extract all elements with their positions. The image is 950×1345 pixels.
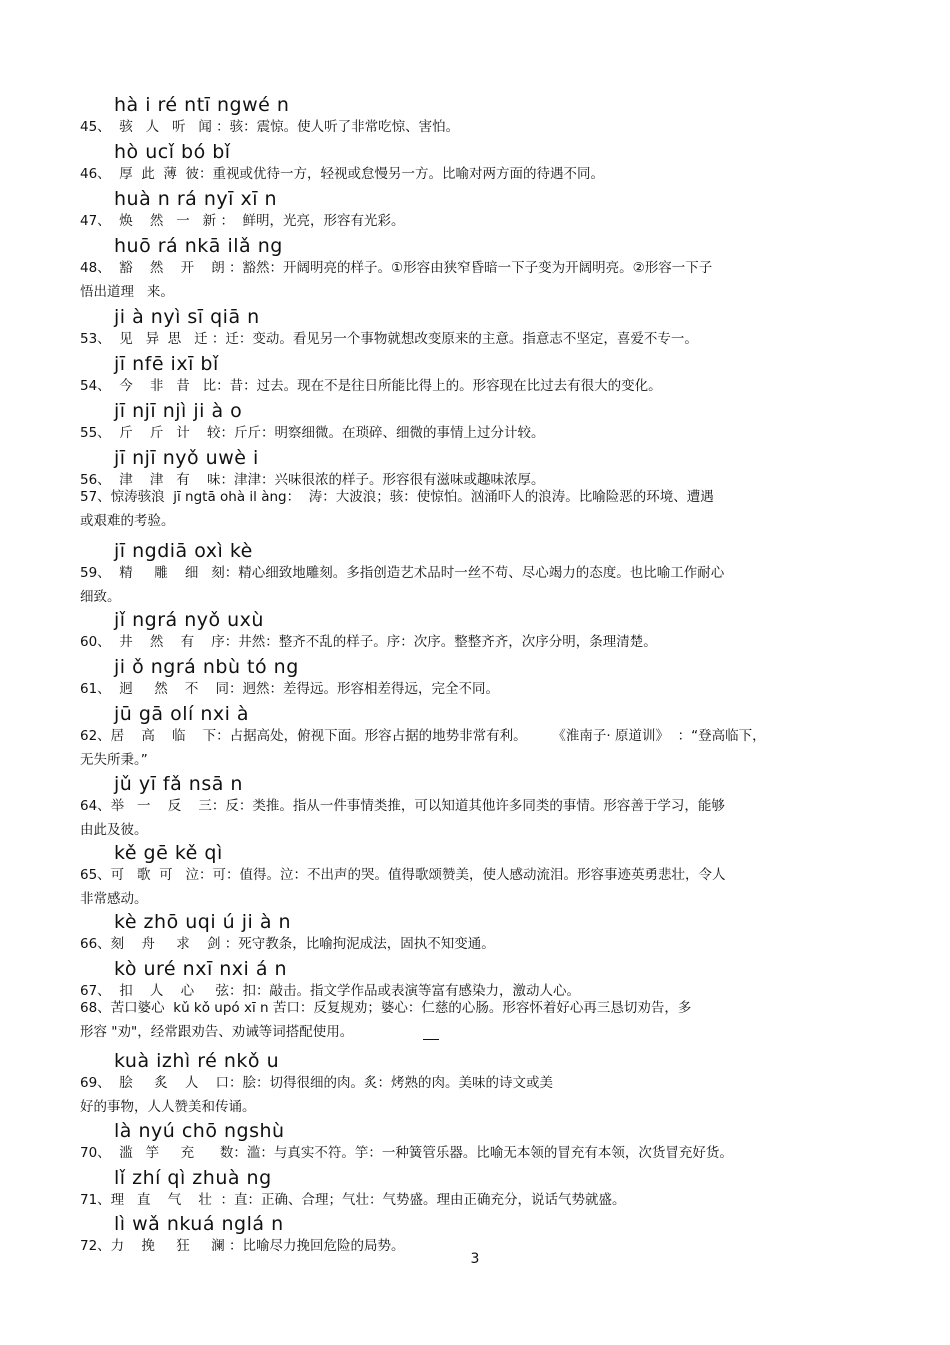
pinyin-line: huō rá nkā ilǎ ng [114,235,283,257]
pinyin-line: jǐ ngrá nyǒ uxù [114,609,264,631]
definition-line: 54、 今 非 昔 比：昔：过去。现在不是往日所能比得上的。形容现在比过去有很大的变化。 [80,378,662,394]
definition-line: 64、举 一 反 三：反：类推。指从一件事情类推，可以知道其他许多同类的事情。形容善于学习，能够 [80,798,725,814]
pinyin-line: jū gā olí nxi à [114,703,250,725]
definition-line: 61、 迥 然 不 同：迥然：差得远。形容相差得远，完全不同。 [80,681,500,697]
definition-continuation: 好的事物，人人赞美和传诵。 [80,1099,256,1115]
definition-line: 67、 扣 人 心 弦：扣：敲击。指文学作品或表演等富有感染力，激动人心。 [80,983,581,999]
definition-line: 47、 焕 然 一 新 ： 鲜明，光亮，形容有光彩。 [80,213,405,229]
definition-line: 70、 滥 竽 充 数：滥：与真实不符。竽：一种簧管乐器。比喻无本领的冒充有本领，次货冒充好货。 [80,1145,733,1161]
definition-line: 46、 厚 此 薄 彼：重视或优待一方，轻视或怠慢另一方。比喻对两方面的待遇不同。 [80,166,605,182]
definition-line: 56、 津 津 有 味：津津：兴味很浓的样子。形容很有滋味或趣味浓厚。 [80,472,545,488]
definition-continuation: 形容 "劝"，经常跟劝告、劝诫等词搭配使用。 [80,1024,354,1040]
definition-line: 65、可 歌 可 泣：可：值得。泣：不出声的哭。值得歌颂赞美，使人感动流泪。形容事迹英勇悲壮，令人 [80,867,726,883]
definition-continuation: 悟出道理 来。 [80,284,174,300]
definition-line: 59、 精 雕 细 刻：精心细致地雕刻。多指创造艺术品时一丝不苟、尽心竭力的态度。也比喻工作耐心 [80,565,725,581]
page-number: 3 [470,1251,480,1267]
pinyin-line: jǔ yī fǎ nsā n [114,773,243,795]
pinyin-line: lì wǎ nkuá nglá n [114,1213,284,1235]
definition-continuation: 无失所秉。” [80,752,148,768]
pinyin-line: hà i ré ntī ngwé n [114,94,290,116]
definition-line: 45、 骇 人 听 闻 ：骇：震惊。使人听了非常吃惊、害怕。 [80,119,460,135]
pinyin-line: kuà izhì ré nkǒ u [114,1050,280,1072]
pinyin-line: jī nfē ixī bǐ [114,353,219,375]
pinyin-line: ji à nyì sī qiā n [114,306,260,328]
underline-mark [423,1039,439,1040]
definition-line: 60、 井 然 有 序：井然：整齐不乱的样子。序：次序。整整齐齐，次序分明，条理清楚。 [80,634,657,650]
definition-line: 57、惊涛骇浪 jī ngtā ohà il àng： 涛：大波浪；骇：使惊怕。汹涌吓人的浪涛。比喻险恶的环境、遭遇 [80,489,714,505]
definition-line: 69、 脍 炙 人 口：脍：切得很细的肉。炙：烤熟的肉。美味的诗文或美 [80,1075,554,1091]
pinyin-line: lǐ zhí qì zhuà ng [114,1167,272,1189]
definition-line: 71、理 直 气 壮 ：直：正确、合理；气壮：气势盛。理由正确充分，说话气势就盛。 [80,1192,626,1208]
pinyin-line: là nyú chō ngshù [114,1120,285,1142]
pinyin-line: hò ucǐ bó bǐ [114,141,231,163]
definition-continuation: 由此及彼。 [80,822,148,838]
pinyin-line: jī njī njì ji à o [114,400,243,422]
definition-line: 48、 豁 然 开 朗 ：豁然：开阔明亮的样子。①形容由狭窄昏暗一下子变为开阔明亮。②形容一下子 [80,260,713,276]
pinyin-line: jī ngdiā oxì kè [114,540,253,562]
definition-line: 66、刻 舟 求 剑 ：死守教条，比喻拘泥成法，固执不知变通。 [80,936,495,952]
pinyin-line: kè zhō uqi ú ji à n [114,911,292,933]
definition-continuation: 细致。 [80,589,121,605]
definition-line: 53、 见 异 思 迁 ：迁：变动。看见另一个事物就想改变原来的主意。指意志不坚定，喜爱不专一。 [80,331,698,347]
definition-line: 55、 斤 斤 计 较：斤斤：明察细微。在琐碎、细微的事情上过分计较。 [80,425,545,441]
definition-continuation: 或艰难的考验。 [80,513,175,529]
definition-line: 62、居 高 临 下：占据高处，俯视下面。形容占据的地势非常有利。 《淮南子· 原道训》 ：“登高临下， [80,728,766,744]
pinyin-line: kò uré nxī nxi á n [114,958,288,980]
definition-continuation: 非常感动。 [80,891,148,907]
pinyin-line: jī njī nyǒ uwè i [114,447,259,469]
pinyin-line: ji ǒ ngrá nbù tó ng [114,656,299,678]
definition-line: 68、苦口婆心 kǔ kǒ upó xī n 苦口：反复规劝；婆心：仁慈的心肠。形容怀着好心再三恳切劝告，多 [80,1000,692,1016]
pinyin-line: kě gē kě qì [114,842,223,864]
pinyin-line: huà n rá nyī xī n [114,188,278,210]
definition-line: 72、力 挽 狂 澜 ：比喻尽力挽回危险的局势。 [80,1238,405,1254]
